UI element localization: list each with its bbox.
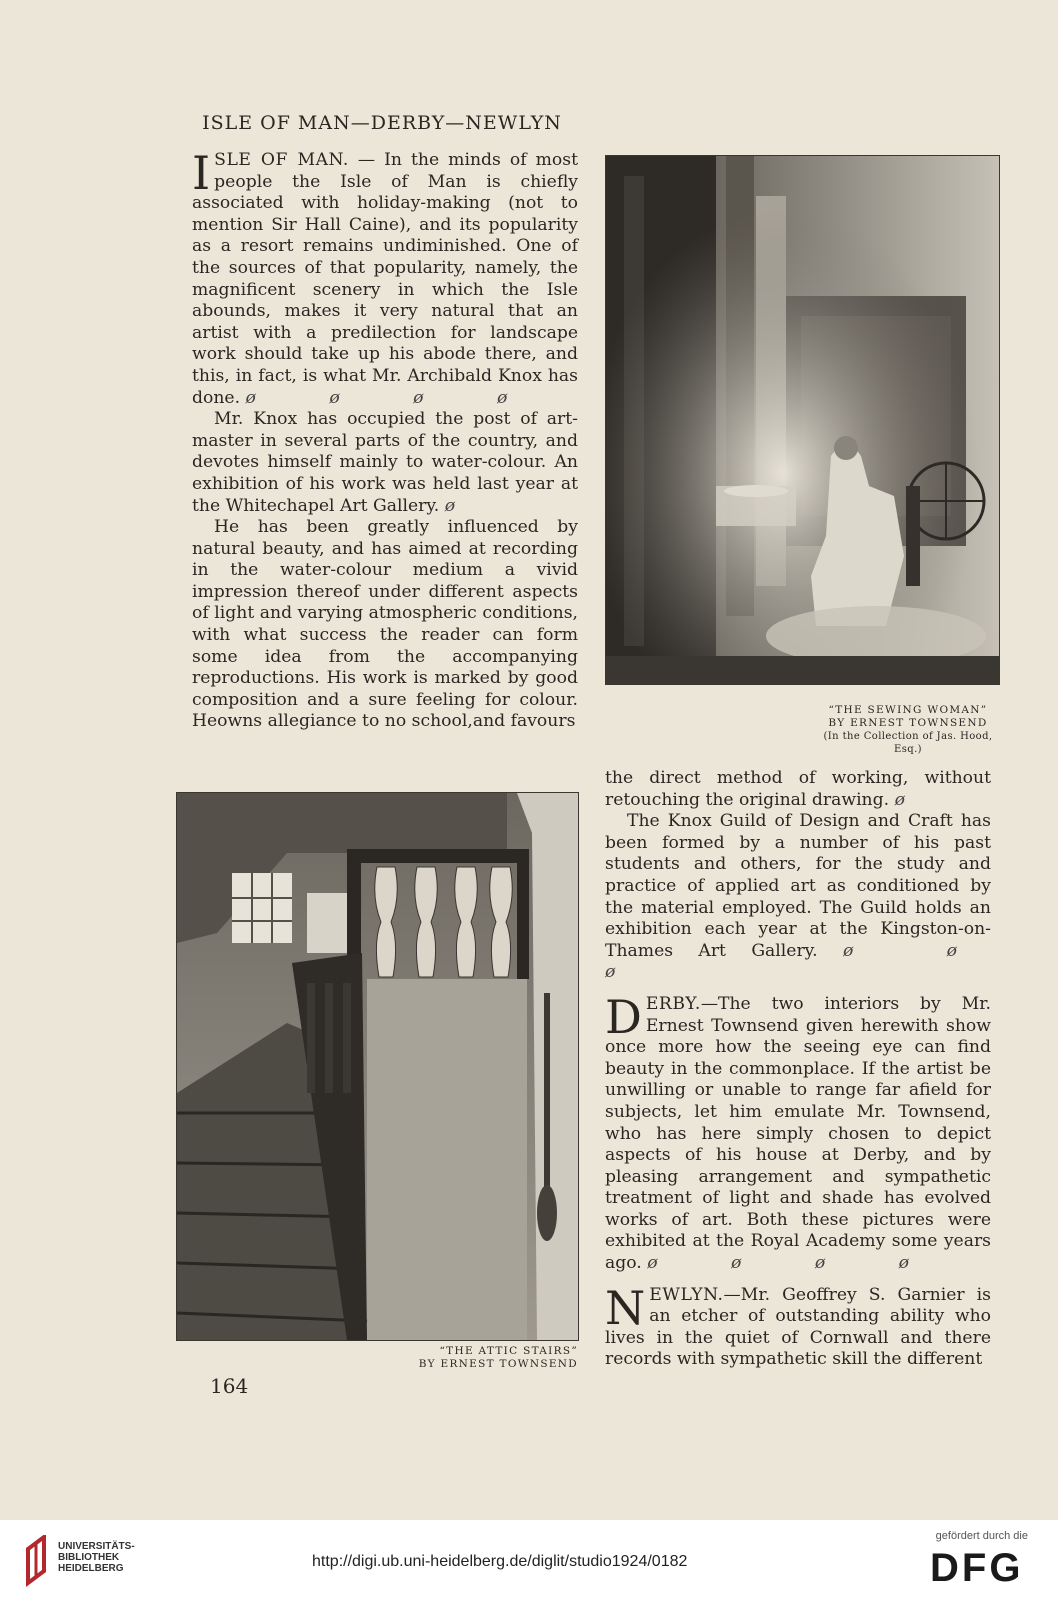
paragraph-text: — In the minds of most people the Isle of Man is chiefly associated with holiday-making (not to mention Sir Hall Caine), and its popularity as a resort remains undiminished. One of the sources of that popularity, namely, the magnificent scenery in which the Isle abounds, makes it very natural that an artist with a predilection for landscape work should take up his abode there, and this, in fact, is what Mr. Archibald Knox has done.	[192, 150, 578, 408]
caption-collection: (In the Collection of Jas. Hood, Esq.)	[823, 731, 993, 755]
paragraph-text: —Mr. Geoffrey S. Garnier is an etcher of outstanding ability who lives in the quiet of Cornwall and there records with sympathetic skill the different	[605, 1284, 991, 1370]
paragraph-isle-of-man	[192, 146, 578, 409]
ornament-row: ø ø ø	[605, 940, 991, 983]
ornament-row: ø ø ø ø	[245, 387, 542, 408]
section-lead-isle: SLE OF MAN.	[214, 150, 349, 170]
right-column	[605, 768, 991, 1371]
ornament-row: ø	[444, 495, 490, 516]
running-header: ISLE OF MAN—DERBY—NEWLYN	[202, 112, 562, 134]
caption-artist: BY ERNEST TOWNSEND	[828, 717, 988, 729]
library-name-line: BIBLIOTHEK	[58, 1552, 120, 1563]
ornament-row: ø	[894, 789, 939, 810]
library-name	[58, 1541, 135, 1574]
plate-attic-stairs	[176, 792, 579, 1341]
caption-title: “THE ATTIC STAIRS”	[439, 1345, 578, 1357]
left-column	[192, 146, 578, 733]
drop-cap-i: I	[192, 146, 211, 200]
paragraph-text: the direct method of working, without retouching the original drawing.	[605, 768, 991, 810]
paragraph-text: The Knox Guild of Design and Craft has been formed by a number of his past students and others, for the study and practice of applied art as conditioned by the material employed. The Guild holds an exhibition each year at the Kingston-on-Thames Art Gallery.	[605, 811, 991, 961]
ornament-row: ø ø ø ø	[647, 1253, 944, 1274]
paragraph-knox-influence: He has been greatly influenced by natural beauty, and has aimed at recording in the water-colour medium a vivid impression thereof under different aspects of light and varying atmospheric conditions, with what success the reader can form some idea from the accompanying reproductions. His work is marked by good composition and a sure feeling for colour. Heowns allegiance to no school,and favours	[192, 517, 578, 732]
sponsor-label: gefördert durch die	[935, 1530, 1028, 1542]
paragraph-text: Mr. Knox has occupied the post of art-master in several parts of the country, and devotes himself mainly to water-colour. An exhibition of his work was held last year at the Whitechapel Art Gallery.	[192, 409, 578, 516]
drop-cap-n: N	[605, 1280, 646, 1335]
attic-stairs-illustration	[177, 793, 578, 1340]
paragraph-text: —The two interiors by Mr. Ernest Townsend given herewith show once more how the seeing eye can find beauty in the commonplace. If the artist be unwilling or unable to range far afield for subjects, let him emulate Mr. Townsend, who has here simply chosen to depict aspects of his house at Derby, and by pleasing arrangement and sympathetic treatment of light and shade has evolved works of art. Both these pictures were exhibited at the Royal Academy some years ago.	[605, 993, 991, 1274]
paragraph-knox-art-master	[192, 409, 578, 517]
dfg-logo: DFG	[930, 1546, 1024, 1590]
section-lead-derby: ERBY.	[645, 993, 701, 1014]
university-library-logo-icon	[22, 1535, 52, 1591]
library-name-line: UNIVERSITÄTS-	[58, 1541, 135, 1552]
source-url-link[interactable]: http://digi.ub.uni-heidelberg.de/diglit/studio1924/0182	[312, 1553, 688, 1570]
section-lead-newlyn: EWLYN.	[649, 1284, 724, 1305]
sewing-woman-illustration	[606, 156, 999, 684]
paragraph-direct-method	[605, 768, 991, 811]
paragraph-newlyn	[605, 1280, 991, 1371]
caption-title: “THE SEWING WOMAN”	[828, 704, 988, 716]
library-name-line: HEIDELBERG	[58, 1563, 124, 1574]
drop-cap-d: D	[605, 989, 642, 1044]
page-number: 164	[210, 1374, 249, 1398]
caption-attic-stairs	[398, 1345, 578, 1371]
plate-sewing-woman	[605, 155, 1000, 685]
paragraph-knox-guild	[605, 811, 991, 984]
caption-sewing-woman	[818, 704, 998, 756]
caption-artist: BY ERNEST TOWNSEND	[418, 1358, 578, 1370]
paragraph-derby	[605, 989, 991, 1275]
